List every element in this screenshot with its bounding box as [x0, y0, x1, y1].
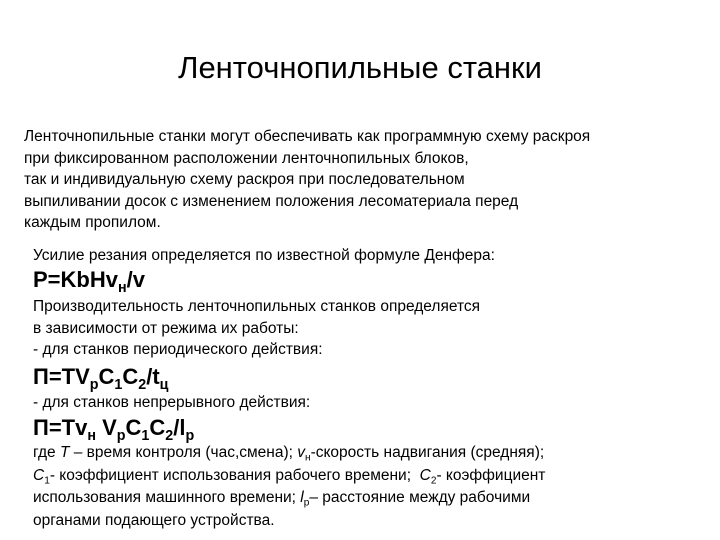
- variable-t: Т: [59, 444, 70, 461]
- periodic-productivity-formula: [33, 363, 168, 391]
- continuous-productivity-formula: [33, 414, 194, 442]
- intro-line: так и индивидуальную схему раскроя при последовательном: [24, 171, 465, 188]
- definition-text: - коэффициент: [436, 466, 546, 484]
- slide-title: Ленточнопильные станки: [178, 50, 542, 85]
- denfer-formula: [33, 266, 145, 294]
- variable-subscript: р: [303, 497, 310, 509]
- intro-line: выпиливании досок с изменением положения лесоматериала перед: [24, 192, 519, 210]
- intro-paragraph: [24, 126, 704, 234]
- formula-part: V: [95, 415, 117, 440]
- definition-text: -скорость надвигания (средняя);: [310, 444, 545, 461]
- formula-part: П=Tv: [33, 415, 88, 440]
- continuous-text: - для станков непрерывного действия:: [33, 394, 311, 411]
- formula-subscript: р: [185, 428, 195, 444]
- formula-subscript: 1: [114, 377, 123, 393]
- formula-subscript: ц: [159, 377, 169, 393]
- formula-subscript: 2: [138, 377, 147, 393]
- variable-c1: C: [33, 466, 45, 484]
- formula-subscript: р: [89, 377, 99, 393]
- definition-line: органами подающего устройства.: [33, 511, 275, 529]
- definition-text: где: [33, 444, 60, 461]
- intro-line: при фиксированном расположении ленточнопильных блоков,: [24, 149, 469, 167]
- formula-part: C: [149, 415, 166, 440]
- performance-line: Производительность ленточнопильных станков определяется: [33, 298, 481, 315]
- cutting-force-text: Усилие резания определяется по известной формуле Денфера:: [33, 247, 495, 264]
- formula-subscript: 2: [165, 428, 174, 444]
- intro-line: каждым пропилом.: [24, 214, 161, 231]
- formula-part: /t: [146, 364, 160, 389]
- variable-l: l: [300, 489, 304, 506]
- intro-line: Ленточнопильные станки могут обеспечивать как программную схему раскроя: [24, 128, 591, 145]
- variable-v: v: [297, 444, 305, 461]
- formula-part: /v: [126, 267, 145, 292]
- definition-text: – время контроля (час,смена);: [69, 444, 298, 461]
- performance-line: - для станков периодического действия:: [33, 341, 323, 358]
- formula-subscript: н: [117, 280, 127, 296]
- definition-text: – расстояние между рабочими: [309, 489, 531, 506]
- definition-text: - коэффициент использования рабочего времени;: [49, 466, 420, 484]
- variable-subscript: 1: [44, 475, 50, 487]
- definition-text: использования машинного времени;: [33, 489, 301, 506]
- variable-subscript: н: [305, 452, 311, 464]
- performance-paragraph: [33, 296, 713, 361]
- definitions-paragraph: [33, 442, 713, 532]
- formula-part: П=TV: [33, 364, 90, 389]
- formula-subscript: р: [116, 428, 126, 444]
- formula-subscript: н: [87, 428, 96, 444]
- formula-part: C: [122, 364, 139, 389]
- formula-part: C: [98, 364, 115, 389]
- formula-part: /l: [173, 415, 186, 440]
- performance-line: в зависимости от режима их работы:: [33, 319, 299, 337]
- definition-line: [33, 487, 713, 510]
- definition-line: [33, 442, 713, 465]
- formula-subscript: 1: [141, 428, 150, 444]
- formula-part: C: [125, 415, 142, 440]
- formula-part: P=KbHv: [33, 267, 118, 292]
- variable-c2: C: [419, 466, 431, 484]
- definition-line: [33, 465, 713, 488]
- variable-subscript: 2: [430, 475, 437, 487]
